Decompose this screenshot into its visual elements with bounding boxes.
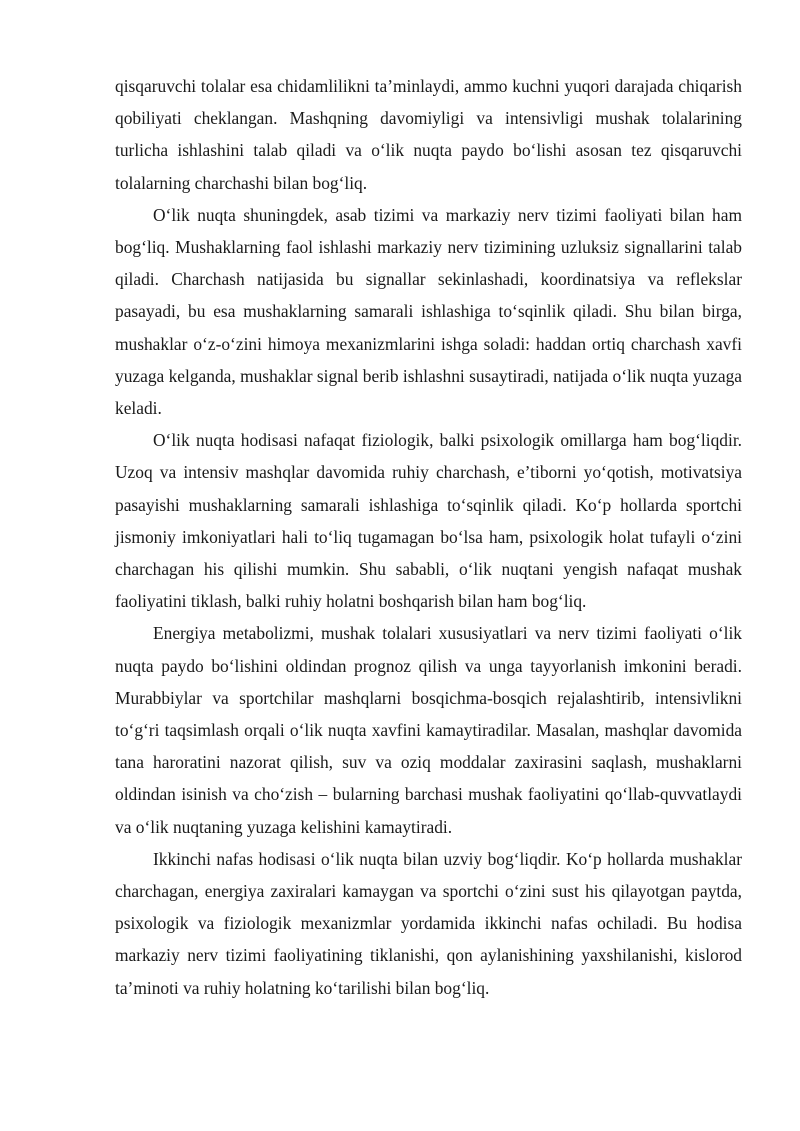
paragraph-second-wind: Ikkinchi nafas hodisasi o‘lik nuqta bilan uzviy bog‘liqdir. Ko‘p hollarda mushaklar charchagan, energiya zaxiralari kamaygan va sportchi o‘zini sust his qilayotgan paytda, psixologik va fiziologik mexanizmlar yordamida ikkinchi nafas ochiladi. Bu hodisa markaziy nerv tizimi faoliyatining tiklanishi, qon aylanishining yaxshilanishi, kislorod ta’minoti va ruhiy holatning ko‘tarilishi bilan bog‘liq.: [115, 848, 742, 998]
paragraph-nervous-system: O‘lik nuqta shuningdek, asab tizimi va markaziy nerv tizimi faoliyati bilan ham bog‘liq. Mushaklarning faol ishlashi markaziy nerv tizimining uzluksiz signallarini talab qiladi. Charchash natijasida bu signallar sekinlashadi, koordinatsiya va reflekslar pasayadi, bu esa mushaklarning samarali ishlashiga to‘sqinlik qiladi. Shu bilan birga, mushaklar o‘z-o‘zini himoya mexanizmlarini ishga soladi: haddan ortiq charchash xavfi yuzaga kelganda, mushaklar signal berib ishlashni susaytiradi, natijada o‘lik nuqta yuzaga keladi.: [115, 204, 742, 419]
document-page: [115, 70, 742, 1004]
paragraph-energy-metabolism: Energiya metabolizmi, mushak tolalari xususiyatlari va nerv tizimi faoliyati o‘lik nuqta paydo bo‘lishini oldindan prognoz qilish va unga tayyorlanish imkonini beradi. Murabbiylar va sportchilar mashqlarni bosqichma-bosqich rejalashtirib, intensivlikni to‘g‘ri taqsimlash orqali o‘lik nuqta xavfini kamaytiradilar. Masalan, mashqlar davomida tana haroratini nazorat qilish, suv va oziq moddalar zaxirasini saqlash, mushaklarni oldindan isinish va cho‘zish – bularning barchasi mushak faoliyatini qo‘llab-quvvatlaydi va o‘lik nuqtaning yuzaga kelishini kamaytiradi.: [115, 623, 742, 837]
paragraph-continuation: qisqaruvchi tolalar esa chidamlilikni ta’minlaydi, ammo kuchni yuqori darajada chiqarish qobiliyati cheklangan. Mashqning davomiyligi va intensivligi mushak tolalarining turlicha ishlashini talab qiladi va o‘lik nuqta paydo bo‘lishi asosan tez qisqaruvchi tolalarning charchashi bilan bog‘liq.: [115, 76, 742, 193]
paragraph-psychological-factors: O‘lik nuqta hodisasi nafaqat fiziologik, balki psixologik omillarga ham bog‘liqdir. Uzoq va intensiv mashqlar davomida ruhiy charchash, e’tiborni yo‘qotish, motivatsiya pasayishi mushaklarning samarali ishlashiga to‘sqinlik qiladi. Ko‘p hollarda sportchi jismoniy imkoniyatlari hali to‘liq tugamagan bo‘lsa ham, psixologik holat tufayli o‘zini charchagan his qilishi mumkin. Shu sababli, o‘lik nuqtani yengish nafaqat mushak faoliyatini tiklash, balki ruhiy holatni boshqarish bilan ham bog‘liq.: [115, 430, 742, 612]
